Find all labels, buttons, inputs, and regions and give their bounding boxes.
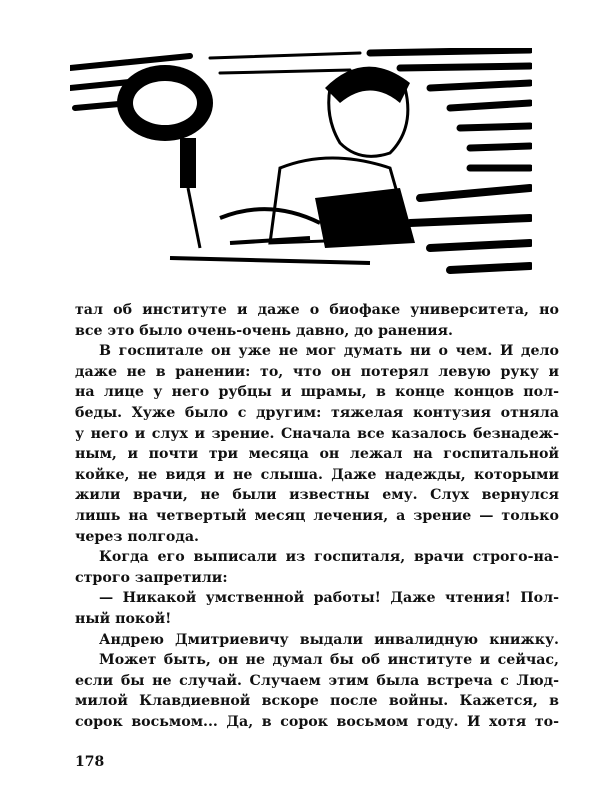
text-line: тал об институте и даже о биофаке университета, но: [75, 302, 559, 318]
text-line: если бы не случай. Случаем этим была встреча с Люд-: [75, 672, 559, 689]
text-line: сорок восьмом... Да, в сорок восьмом году. И хотя то-: [75, 713, 559, 730]
book: [315, 188, 415, 248]
text-line: милой Клавдиевной вскоре после войны. Кажется, в: [75, 693, 559, 710]
text-line: на лице у него рубцы и шрамы, в конце концов пол-: [75, 384, 559, 401]
text-line: Когда его выписали из госпиталя, врачи строго-на-: [99, 549, 559, 566]
illustration-man-reading-by-lamp: [70, 48, 532, 278]
text-line: ный покой!: [75, 610, 172, 627]
text-line: — Никакой умственной работы! Даже чтения! Пол-: [99, 590, 559, 607]
text-line: Может быть, он не думал бы об институте и сейчас,: [99, 652, 559, 669]
page-number: 178: [75, 754, 105, 770]
text-line: строго запретили:: [75, 569, 228, 586]
text-line: у него и слух и зрение. Сначала все казалось безнадеж-: [75, 425, 559, 442]
lamp-stand: [180, 138, 196, 188]
text-line: беды. Хуже было с другим: тяжелая контузия отняла: [75, 404, 559, 421]
text-line: Андрею Дмитриевичу выдали инвалидную книжку.: [99, 631, 559, 648]
body-text: [75, 300, 559, 732]
text-line: все это было очень-очень давно, до ранения.: [75, 322, 453, 339]
text-line: жили врачи, не были известны ему. Слух вернулся: [75, 487, 559, 504]
text-line: В госпитале он уже не мог думать ни о чем. И дело: [99, 343, 559, 360]
text-line: лишь на четвертый месяц лечения, а зрение — только: [75, 507, 559, 524]
text-line: ным, и почти три месяца он лежал на госпитальной: [75, 446, 559, 463]
text-line: койке, не видя и не слыша. Даже надежды, которыми: [75, 466, 559, 483]
text-line: через полгода.: [75, 528, 199, 545]
text-line: даже не в ранении: то, что он потерял левую руку и: [75, 363, 559, 380]
